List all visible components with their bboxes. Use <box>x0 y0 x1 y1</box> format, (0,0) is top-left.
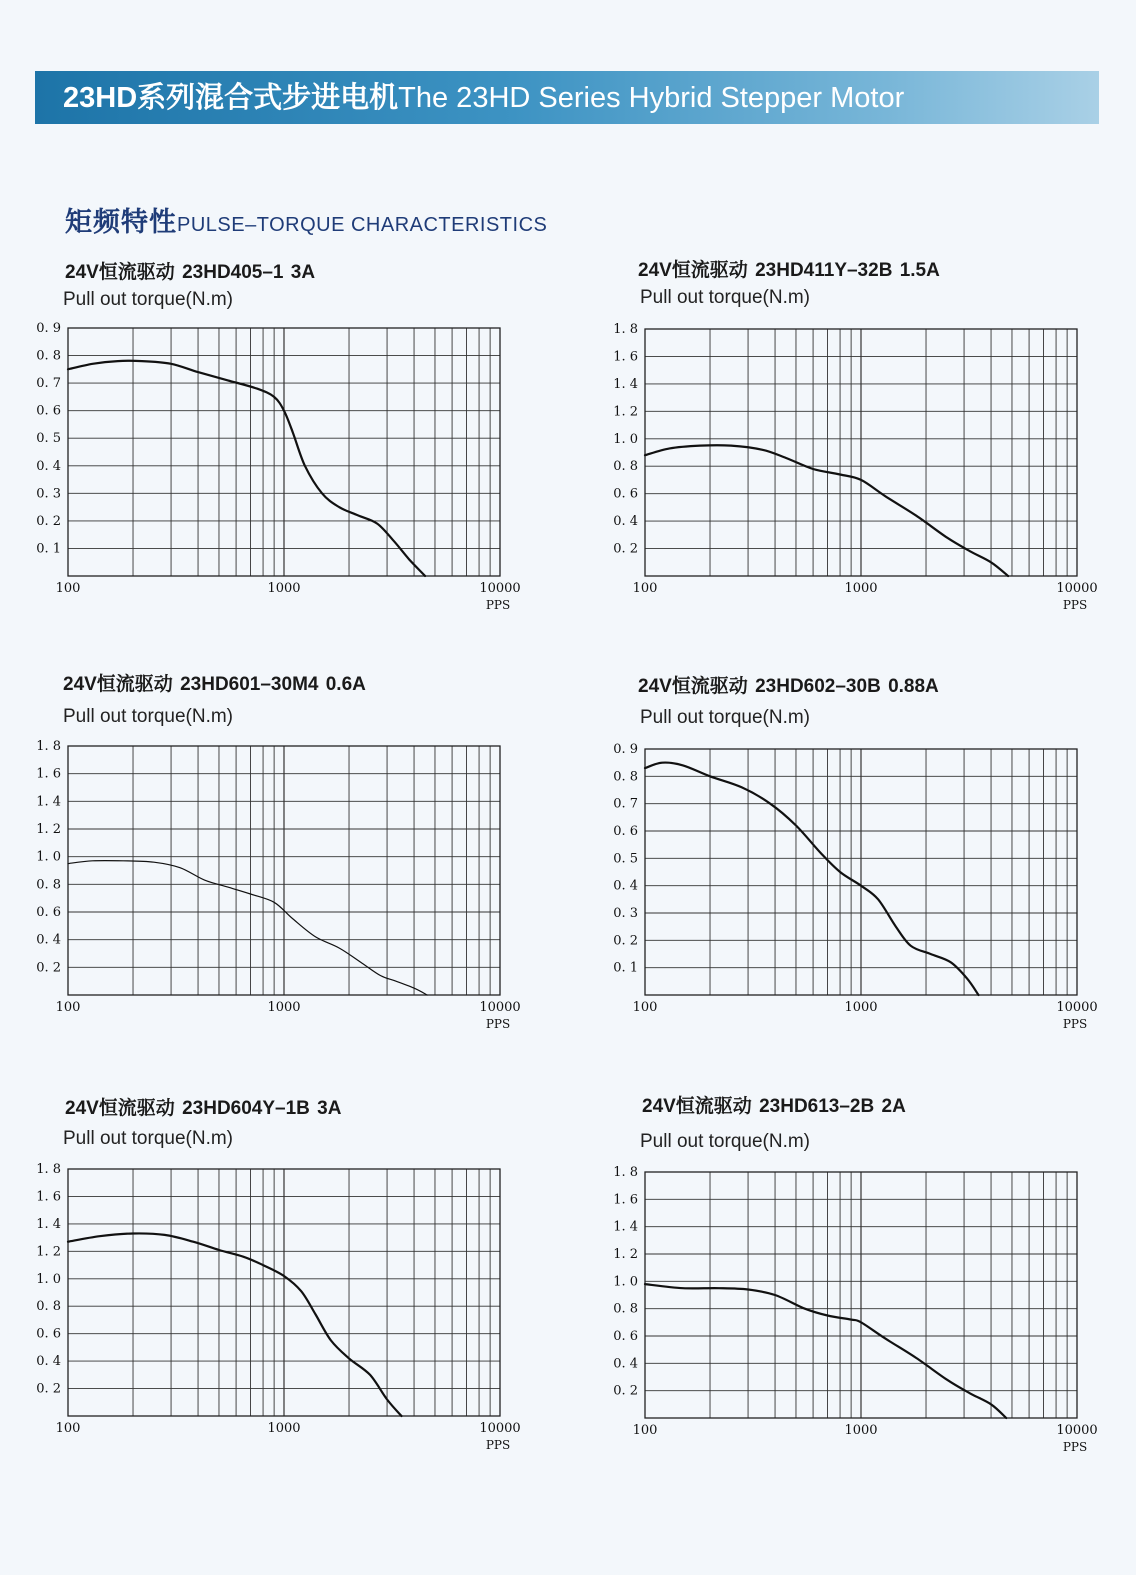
chart-4-ylabel: Pull out torque(N.m) <box>640 707 811 728</box>
y-tick-label: 1. 4 <box>36 794 61 810</box>
chart-6-ylabel: Pull out torque(N.m) <box>640 1131 811 1152</box>
x-tick-label: 10000 <box>479 1421 521 1436</box>
chart-6-plot <box>606 1155 1106 1475</box>
x-axis-unit: PPS <box>485 598 511 612</box>
y-tick-label: 0. 6 <box>613 486 638 502</box>
y-tick-label: 0. 1 <box>36 541 61 557</box>
y-tick-label: 0. 7 <box>613 796 638 812</box>
header-title-cn: 23HD系列混合式步进电机 <box>63 82 399 114</box>
y-tick-label: 0. 4 <box>36 932 61 948</box>
y-tick-label: 1. 0 <box>613 431 638 447</box>
x-tick-label: 10000 <box>1056 1423 1098 1438</box>
y-tick-label: 1. 0 <box>36 849 61 865</box>
x-tick-label: 1000 <box>844 1000 878 1015</box>
x-tick-label: 10000 <box>479 1000 521 1015</box>
y-tick-label: 0. 8 <box>36 348 61 364</box>
x-tick-label: 1000 <box>267 581 301 596</box>
chart-1-title: 24V恒流驱动 23HD405–1 3A <box>65 262 316 283</box>
chart-4-title: 24V恒流驱动 23HD602–30B 0.88A <box>638 676 939 697</box>
x-tick-label: 10000 <box>1056 1000 1098 1015</box>
y-tick-label: 1. 8 <box>613 322 638 337</box>
chart-4-plot <box>606 732 1106 1052</box>
x-tick-label: 1000 <box>267 1000 301 1015</box>
y-tick-label: 1. 2 <box>613 1247 638 1262</box>
y-tick-label: 0. 8 <box>36 1299 61 1315</box>
y-tick-label: 0. 4 <box>36 458 61 474</box>
y-tick-label: 0. 2 <box>613 1383 638 1399</box>
y-tick-label: 1. 2 <box>613 404 638 420</box>
y-tick-label: 0. 8 <box>613 459 638 475</box>
y-tick-label: 0. 3 <box>36 486 61 502</box>
y-tick-label: 0. 4 <box>613 1356 638 1372</box>
y-tick-label: 0. 2 <box>36 960 61 976</box>
x-tick-label: 100 <box>632 1423 658 1438</box>
x-tick-label: 1000 <box>844 1423 878 1438</box>
chart-1-ylabel: Pull out torque(N.m) <box>63 289 234 310</box>
x-axis-unit: PPS <box>1062 598 1088 612</box>
y-tick-label: 0. 5 <box>613 851 638 867</box>
chart-1-plot <box>30 312 530 622</box>
y-tick-label: 0. 1 <box>613 960 638 976</box>
chart-3-title: 24V恒流驱动 23HD601–30M4 0.6A <box>63 674 366 695</box>
chart-5-ylabel: Pull out torque(N.m) <box>63 1128 234 1149</box>
y-tick-label: 1. 4 <box>613 1219 638 1235</box>
x-axis-unit: PPS <box>485 1017 511 1031</box>
chart-3-plot <box>30 730 530 1050</box>
y-tick-label: 1. 6 <box>36 766 61 782</box>
x-tick-label: 10000 <box>1056 581 1098 596</box>
y-tick-label: 0. 9 <box>36 321 61 336</box>
chart-2-ylabel: Pull out torque(N.m) <box>640 287 811 308</box>
y-tick-label: 1. 2 <box>36 822 61 837</box>
x-tick-label: 1000 <box>267 1421 301 1436</box>
section-title-cn: 矩频特性 <box>65 207 177 237</box>
y-tick-label: 1. 0 <box>613 1274 638 1290</box>
y-tick-label: 0. 6 <box>36 1326 61 1342</box>
chart-6-title: 24V恒流驱动 23HD613–2B 2A <box>642 1096 906 1117</box>
x-tick-label: 1000 <box>844 581 878 596</box>
y-tick-label: 0. 4 <box>613 514 638 530</box>
x-axis-unit: PPS <box>1062 1440 1088 1454</box>
header-banner <box>35 71 1099 124</box>
y-tick-label: 0. 9 <box>613 742 638 757</box>
x-tick-label: 100 <box>632 581 658 596</box>
y-tick-label: 1. 0 <box>36 1271 61 1287</box>
y-tick-label: 1. 4 <box>36 1216 61 1232</box>
torque-curve <box>645 763 979 995</box>
chart-5-title: 24V恒流驱动 23HD604Y–1B 3A <box>65 1098 342 1119</box>
y-tick-label: 0. 2 <box>613 541 638 557</box>
y-tick-label: 0. 8 <box>36 877 61 893</box>
torque-curve <box>645 1284 1006 1418</box>
y-tick-label: 1. 8 <box>36 1162 61 1177</box>
y-tick-label: 1. 8 <box>36 739 61 754</box>
y-tick-label: 0. 8 <box>613 769 638 785</box>
y-tick-label: 0. 7 <box>36 376 61 392</box>
section-title-en: PULSE–TORQUE CHARACTERISTICS <box>177 214 548 236</box>
y-tick-label: 0. 3 <box>613 906 638 921</box>
y-tick-label: 0. 2 <box>36 513 61 529</box>
y-tick-label: 0. 6 <box>36 403 61 419</box>
y-tick-label: 0. 2 <box>613 933 638 949</box>
chart-5-plot <box>30 1152 530 1472</box>
torque-curve <box>68 361 425 576</box>
x-tick-label: 100 <box>55 1421 81 1436</box>
y-tick-label: 0. 5 <box>36 431 61 447</box>
y-tick-label: 0. 4 <box>613 878 638 894</box>
y-tick-label: 1. 8 <box>613 1165 638 1180</box>
y-tick-label: 1. 6 <box>36 1189 61 1205</box>
section-heading <box>65 200 547 239</box>
x-tick-label: 100 <box>55 1000 81 1015</box>
header-title-en: The 23HD Series Hybrid Stepper Motor <box>398 82 905 114</box>
y-tick-label: 0. 6 <box>613 824 638 839</box>
torque-curve <box>68 861 427 995</box>
y-tick-label: 1. 6 <box>613 1192 638 1208</box>
y-tick-label: 1. 2 <box>36 1244 61 1260</box>
x-axis-unit: PPS <box>1062 1017 1088 1031</box>
y-tick-label: 0. 4 <box>36 1354 61 1370</box>
x-axis-unit: PPS <box>485 1438 511 1452</box>
y-tick-label: 0. 6 <box>613 1329 638 1344</box>
x-tick-label: 10000 <box>479 581 521 596</box>
y-tick-label: 0. 2 <box>36 1381 61 1397</box>
x-tick-label: 100 <box>55 581 81 596</box>
chart-3-ylabel: Pull out torque(N.m) <box>63 706 234 727</box>
header-title <box>63 80 904 116</box>
chart-2-plot <box>606 312 1106 632</box>
y-tick-label: 1. 4 <box>613 376 638 392</box>
y-tick-label: 0. 6 <box>36 905 61 920</box>
chart-2-title: 24V恒流驱动 23HD411Y–32B 1.5A <box>638 260 940 281</box>
x-tick-label: 100 <box>632 1000 658 1015</box>
torque-curve <box>645 445 1008 576</box>
y-tick-label: 1. 6 <box>613 349 638 365</box>
y-tick-label: 0. 8 <box>613 1301 638 1317</box>
